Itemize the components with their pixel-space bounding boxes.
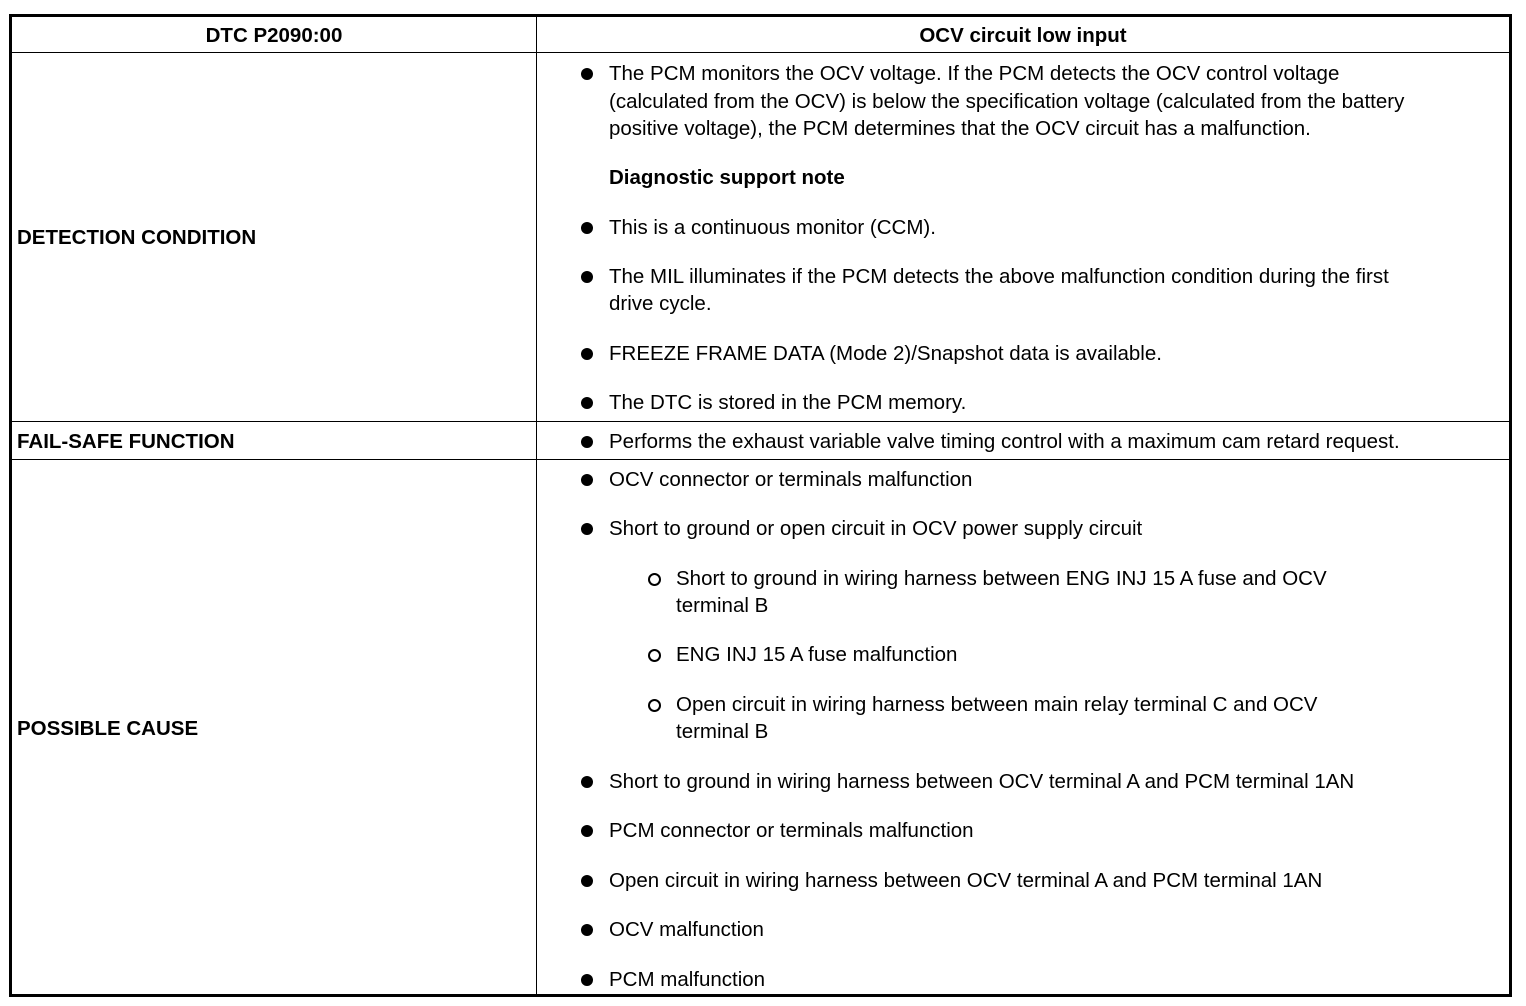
detection-text: This is a continuous monitor (CCM). [609, 216, 936, 239]
bullet-icon [581, 924, 593, 936]
detection-text: The DTC is stored in the PCM memory. [609, 391, 967, 414]
bullet-icon [581, 397, 593, 409]
diagnostic-support-note-title: Diagnostic support note [609, 166, 845, 189]
cause-item: Open circuit in wiring harness between OCV terminal A and PCM terminal 1AN [609, 869, 1323, 892]
detection-text: The MIL illuminates if the PCM detects the above malfunction condition during the first [609, 265, 1389, 288]
header-row-divider [12, 52, 1509, 53]
dtc-description: OCV circuit low input [919, 24, 1127, 47]
bullet-icon [581, 776, 593, 788]
cause-item: OCV connector or terminals malfunction [609, 468, 973, 491]
cause-sub-item: terminal B [676, 594, 769, 617]
fail-safe-text: Performs the exhaust variable valve timing control with a maximum cam retard request. [609, 430, 1400, 453]
detection-text: positive voltage), the PCM determines that the OCV circuit has a malfunction. [609, 117, 1311, 140]
bullet-icon [581, 474, 593, 486]
cause-sub-item: Short to ground in wiring harness between ENG INJ 15 A fuse and OCV [676, 567, 1327, 590]
cause-item: PCM malfunction [609, 968, 766, 991]
dtc-table [9, 14, 1512, 997]
bullet-icon [581, 875, 593, 887]
bullet-icon [581, 68, 593, 80]
possible-cause-label: POSSIBLE CAUSE [17, 717, 199, 740]
bullet-icon [581, 436, 593, 448]
bullet-icon [581, 523, 593, 535]
cause-item: PCM connector or terminals malfunction [609, 819, 974, 842]
detection-text: drive cycle. [609, 292, 712, 315]
sub-bullet-icon [648, 699, 661, 712]
bullet-icon [581, 348, 593, 360]
bullet-icon [581, 271, 593, 283]
cause-sub-item: ENG INJ 15 A fuse malfunction [676, 643, 958, 666]
detection-condition-label: DETECTION CONDITION [17, 226, 257, 249]
bullet-icon [581, 825, 593, 837]
detection-text: The PCM monitors the OCV voltage. If the PCM detects the OCV control voltage [609, 62, 1340, 85]
failsafe-row-divider [12, 459, 1509, 460]
column-divider [536, 17, 537, 994]
detection-text: FREEZE FRAME DATA (Mode 2)/Snapshot data is available. [609, 342, 1162, 365]
bullet-icon [581, 222, 593, 234]
cause-item: OCV malfunction [609, 918, 764, 941]
bullet-icon [581, 974, 593, 986]
detection-text: (calculated from the OCV) is below the specification voltage (calculated from the battery [609, 90, 1405, 113]
cause-sub-item: Open circuit in wiring harness between main relay terminal C and OCV [676, 693, 1318, 716]
dtc-code: DTC P2090:00 [205, 24, 343, 47]
cause-item: Short to ground or open circuit in OCV power supply circuit [609, 517, 1143, 540]
fail-safe-function-label: FAIL-SAFE FUNCTION [17, 430, 235, 453]
detection-row-divider [12, 421, 1509, 422]
sub-bullet-icon [648, 649, 661, 662]
cause-item: Short to ground in wiring harness between OCV terminal A and PCM terminal 1AN [609, 770, 1355, 793]
sub-bullet-icon [648, 573, 661, 586]
cause-sub-item: terminal B [676, 720, 769, 743]
